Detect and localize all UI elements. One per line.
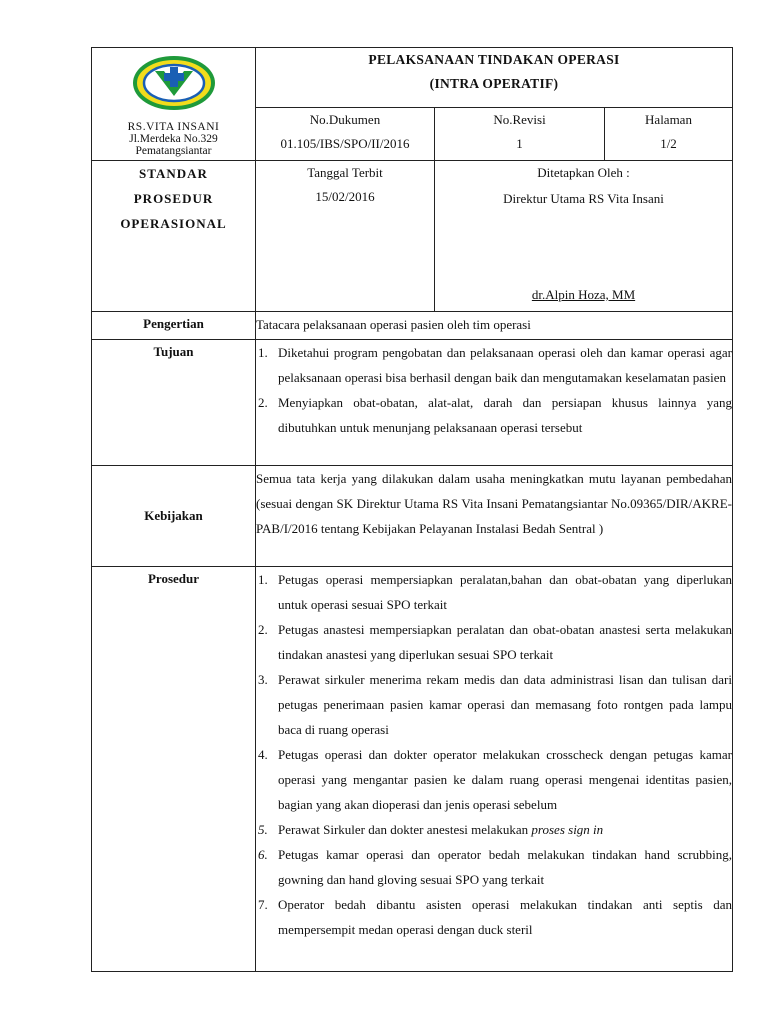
issue-date-value: 15/02/2016 xyxy=(315,189,375,204)
revision-value: 1 xyxy=(516,136,523,151)
doc-number-cell xyxy=(256,108,435,161)
signer-name: dr.Alpin Hoza, MM xyxy=(531,287,636,302)
issue-date-cell xyxy=(256,161,435,312)
doc-number-value: 01.105/IBS/SPO/II/2016 xyxy=(280,136,410,151)
page-label: Halaman xyxy=(645,112,692,127)
org-city: Pematangsiantar xyxy=(135,145,212,157)
org-name: RS.VITA INSANI xyxy=(127,121,220,133)
spo-line-2: PROSEDUR xyxy=(133,191,214,206)
list-item: 1. Diketahui program pengobatan dan pelaksanaan operasi oleh dan kamar operasi agar pelaksanaan operasi bisa berhasil dengan baik dan mengutamakan keselamatan pasien xyxy=(258,345,732,385)
pengertian-label: Pengertian xyxy=(92,312,256,340)
hospital-logo-icon xyxy=(133,56,215,110)
hospital-logo-cell xyxy=(92,48,256,161)
revision-cell xyxy=(435,108,605,161)
document-title xyxy=(256,48,733,108)
spo-label-cell xyxy=(92,161,256,312)
org-address: Jl.Merdeka No.329 xyxy=(129,133,218,145)
list-item: 3. Perawat sirkuler menerima rekam medis dan data administrasi lisan dan tulisan dari petugas penerimaan pasien kamar operasi dan memasang foto rontgen pada lampu baca di ruang operasi xyxy=(258,672,732,737)
tujuan-label: Tujuan xyxy=(92,340,256,466)
spo-document xyxy=(91,47,732,972)
list-item: 5. Perawat Sirkuler dan dokter anestesi melakukan proses sign in xyxy=(258,822,604,837)
issue-date-label: Tanggal Terbit xyxy=(307,165,383,180)
kebijakan-label: Kebijakan xyxy=(92,466,256,567)
title-line-2: (INTRA OPERATIF) xyxy=(429,76,559,91)
tujuan-content xyxy=(256,340,733,466)
list-item: 2. Petugas anastesi mempersiapkan peralatan dan obat-obatan anastesi serta melakukan tindakan anastesi yang diperlukan sesuai SPO terkait xyxy=(258,622,732,662)
kebijakan-text: Semua tata kerja yang dilakukan dalam usaha meningkatkan mutu layanan pembedahan (sesuai dengan SK Direktur Utama RS Vita Insani Pematangsiantar No.09365/DIR/AKRE-PAB/I/2016 tentang Kebijakan Pelayanan Instalasi Bedah Sentral ) xyxy=(256,466,733,567)
approval-by: Direktur Utama RS Vita Insani xyxy=(503,191,664,206)
doc-number-label: No.Dukumen xyxy=(309,112,381,127)
list-item: 6. Petugas kamar operasi dan operator bedah melakukan tindakan hand scrubbing, gowning dan hand gloving sesuai SPO yang terkait xyxy=(258,847,732,887)
pengertian-text: Tatacara pelaksanaan operasi pasien oleh tim operasi xyxy=(256,312,733,340)
spo-line-3: OPERASIONAL xyxy=(120,216,227,231)
title-line-1: PELAKSANAAN TINDAKAN OPERASI xyxy=(368,52,620,67)
approval-label: Ditetapkan Oleh : xyxy=(537,165,630,180)
page-value: 1/2 xyxy=(660,136,677,151)
spo-table xyxy=(91,47,733,972)
revision-label: No.Revisi xyxy=(493,112,546,127)
list-item: 1. Petugas operasi mempersiapkan peralatan,bahan dan obat-obatan yang diperlukan untuk operasi sesuai SPO terkait xyxy=(258,572,732,612)
page-cell xyxy=(605,108,733,161)
list-item: 7. Operator bedah dibantu asisten operasi melakukan tindakan anti septis dan mempersempit medan operasi dengan duck steril xyxy=(258,897,732,937)
list-item: 4. Petugas operasi dan dokter operator melakukan crosscheck dengan petugas kamar operasi yang mengantar pasien ke dalam ruang operasi mengenai identitas pasien, bagian yang akan dioperasi dan jenis operasi sebelum xyxy=(258,747,732,812)
prosedur-label: Prosedur xyxy=(92,567,256,972)
list-item: 2. Menyiapkan obat-obatan, alat-alat, darah dan persiapan khusus lainnya yang dibutuhkan untuk menunjang pelaksanaan operasi tersebut xyxy=(258,395,732,435)
spo-line-1: STANDAR xyxy=(139,166,208,181)
approval-cell xyxy=(435,161,733,312)
prosedur-content xyxy=(256,567,733,972)
